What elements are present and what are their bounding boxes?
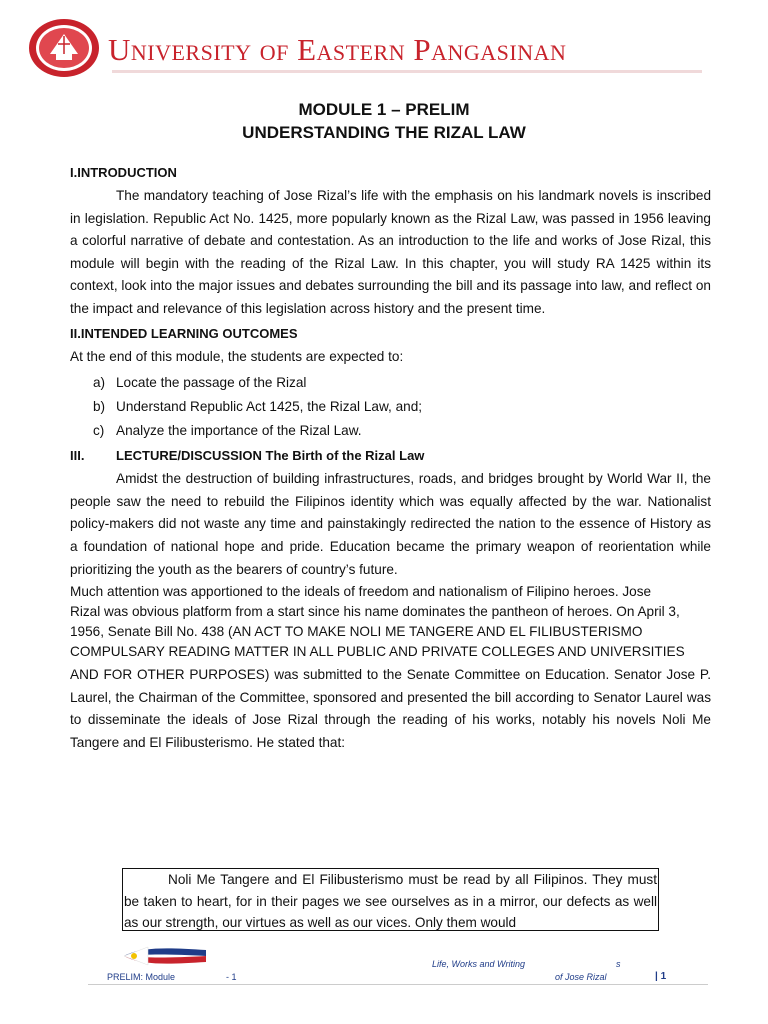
- lecture-line-b: Rizal was obvious platform from a start since his name dominates the pantheon of heroes. On April 3,: [70, 604, 680, 620]
- philippine-flag-icon: [122, 944, 208, 968]
- lecture-paragraph-2: AND FOR OTHER PURPOSES) was submitted to the Senate Committee on Education. Senator Jose P. Laurel, the Chairman of the Committee, sponsored and presented the bill according to Senator Laurel was to disseminate the ideals of Jose Rizal through the reading of his works, notably his novels Noli Me Tangere and El Filibusterismo. He stated that:: [70, 667, 711, 750]
- section-title: INTRODUCTION: [77, 165, 177, 180]
- list-item: b) Understand Republic Act 1425, the Rizal Law, and;: [93, 399, 423, 415]
- laurel-quote-box: [122, 868, 659, 931]
- section-heading-lecture: [70, 446, 711, 465]
- list-item: a) Locate the passage of the Rizal: [93, 375, 307, 391]
- header-divider: [112, 70, 702, 73]
- letterhead: [28, 18, 708, 80]
- section-heading-introduction: [70, 163, 711, 182]
- title-line-1: MODULE 1 – PRELIM: [298, 100, 470, 119]
- module-title: [0, 98, 768, 144]
- footer-divider: [88, 984, 708, 985]
- introduction-paragraph: The mandatory teaching of Jose Rizal’s life with the emphasis on his landmark novels is inscribed in legislation. Republic Act No. 1425, more popularly known as the Rizal Law, was passed in 1956 leaving a colorful narrative of debate and contestation. As an introduction to the life and works of Jose Rizal, this module will begin with the reading of the Rizal Law. In this chapter, you will study RA 1425 within its context, look into the major issues and debates surrounding the bill and its passage into law, and reflect on the impact and relevance of this legislation across history and the present time.: [70, 188, 711, 316]
- document-body: [70, 163, 711, 758]
- lecture-line-c: 1956, Senate Bill No. 438 (AN ACT TO MAKE NOLI ME TANGERE AND EL FILIBUSTERISMO: [70, 624, 643, 640]
- section-title: INTENDED LEARNING OUTCOMES: [80, 325, 298, 341]
- footer-course-s: s: [616, 959, 621, 969]
- title-line-2: UNDERSTANDING THE RIZAL LAW: [242, 123, 526, 142]
- lecture-line-a: Much attention was apportioned to the ideals of freedom and nationalism of Filipino heroes. Jose: [70, 584, 652, 600]
- laurel-quote: Noli Me Tangere and El Filibusterismo must be read by all Filipinos. They must be taken to heart, for in their pages we see ourselves as in a mirror, our defects as well as our strength, our virtues as well as our vices. Only them would: [124, 872, 657, 930]
- university-name: University of Eastern Pangasinan: [108, 32, 567, 67]
- footer-module-number: - 1: [226, 972, 237, 982]
- lecture-paragraph-1: Amidst the destruction of building infrastructures, roads, and bridges brought by World War II, the people saw the need to rebuild the Filipinos identity which was equally affected by the war. Nationalist policy-makers did not waste any time and painstakingly redirected the nation to the essence of History as a foundation of national hope and pride. Education became the primary weapon of reorientation while prioritizing the youth as the bearers of country’s future.: [70, 471, 711, 577]
- section-title: LECTURE/DISCUSSION The Birth of the Rizal Law: [116, 448, 425, 464]
- footer-course-line-2: of Jose Rizal: [555, 972, 607, 982]
- section-number: II.: [70, 325, 81, 341]
- list-item: c) Analyze the importance of the Rizal Law.: [93, 423, 362, 439]
- footer-module-label: PRELIM: Module: [107, 972, 176, 982]
- outcomes-intro: At the end of this module, the students are expected to:: [70, 348, 404, 364]
- university-seal-icon: [28, 18, 100, 78]
- lecture-line-d: COMPULSARY READING MATTER IN ALL PUBLIC AND PRIVATE COLLEGES AND UNIVERSITIES: [70, 644, 685, 660]
- section-heading-outcomes: [70, 324, 711, 343]
- footer-course-line-1: Life, Works and Writing: [432, 959, 526, 969]
- section-number: III.: [70, 448, 85, 464]
- section-number: I.: [70, 165, 78, 180]
- outcomes-list: [93, 371, 711, 443]
- footer-page-number: | 1: [655, 971, 667, 982]
